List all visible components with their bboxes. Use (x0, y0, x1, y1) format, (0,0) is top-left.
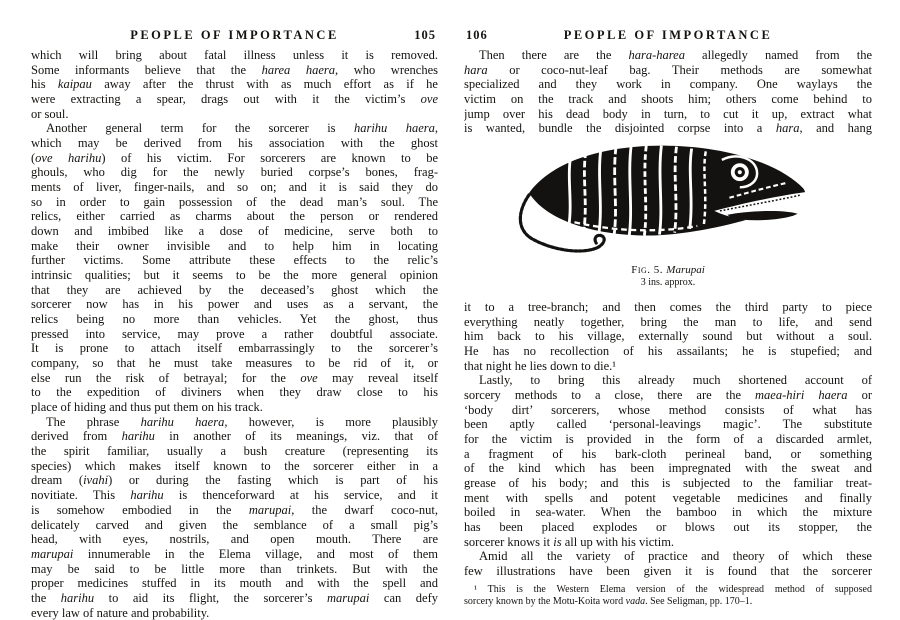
text-line: else run the risk of betrayal; for the ove may reveal itself (31, 370, 438, 385)
text-line: make their owner invisible and to help him in locating (31, 238, 438, 253)
text-line: for the victim is provided in the form of a discarded armlet, (464, 432, 872, 447)
text-line: specialized and they work in company. One waylays the (464, 77, 872, 92)
text-line: ments of liver, finger-nails, and so on; and it is said they do (31, 180, 438, 195)
text-line: relics, either carried as charms about the person or rendered (31, 209, 438, 224)
text-line: He has no recollection of his assailants; he is stupefied; and (464, 344, 872, 359)
text-line: his kaipau away after the thrust with as much effort as if he (31, 77, 438, 92)
text-line: sorcery methods to a close, there are the maea-hiri haera or (464, 388, 872, 403)
page-106-text-top (464, 48, 872, 136)
text-line: Amid all the variety of practice and theory of which these (479, 549, 872, 564)
text-line: or soul. (31, 106, 69, 121)
text-line: is somehow embodied in the marupai, the dwarf coco-nut, (31, 502, 438, 517)
figure-scale-note: 3 ins. approx. (640, 277, 696, 289)
text-line: to the expedition of diviners when they draw close to his (31, 385, 438, 400)
text-line: the spirit familiar, usually a bush creature (representing its (31, 444, 438, 459)
figure-caption-label: Fig. 5. (631, 264, 667, 277)
text-line: company, so that he must take measures to be rid of it, or (31, 356, 438, 371)
text-line: every law of nature and probability. (31, 605, 210, 620)
text-line: which may be derived from his association with the ghost (31, 136, 438, 151)
text-line: relics being no more than vehicles. Yet the ghost, thus (31, 312, 438, 327)
text-line: derived from harihu in another of its meanings, viz. that of (31, 429, 438, 444)
figure-caption (464, 263, 872, 277)
text-line: sorcery known by the Motu-Koita word vada. See Seligman, pp. 170–1. (464, 596, 753, 608)
page-106 (464, 26, 872, 609)
text-line: It is prone to attach itself embarrassingly to the sorcerer’s (31, 341, 438, 356)
text-line: has been placed explodes or blows out its stopper, the (464, 520, 872, 535)
page-106-text-bottom (464, 300, 872, 579)
page-number: 105 (414, 28, 436, 42)
text-line: The phrase harihu haera, however, is more plausibly (46, 414, 438, 429)
text-line: Some informants believe that the harea haera, who wrenches (31, 62, 438, 77)
running-title: PEOPLE OF IMPORTANCE (563, 28, 773, 42)
text-line: were extracting a spear, drags out with it the victim’s ove (31, 92, 438, 107)
figure-caption-title: Marupai (666, 264, 705, 277)
text-line: grease of his body; and this is subjected to the familiar treat- (464, 476, 872, 491)
text-line: which will bring about fatal illness unless it is removed. (31, 48, 438, 62)
text-line: pressed into service, may prove a rather doubtful associate. (31, 326, 438, 341)
text-line: intrinsic qualities; but it seems to be the more general opinion (31, 268, 438, 283)
text-line: may be said to be little more than trinkets. But with the (31, 561, 438, 576)
text-line: a fragment of his bark-cloth perineal band, or something (464, 446, 872, 461)
text-line: it to a tree-branch; and then comes the third party to piece (464, 300, 872, 315)
text-line: ghouls, who dig for the newly buried corpse’s bones, frag- (31, 165, 438, 180)
text-line: proper medicines stuffed in its mouth and with the spell and (31, 576, 438, 591)
text-line: down and imbibed like a dose of medicine, serve both to (31, 224, 438, 239)
text-line: ment with spells and potent vegetable medicines and finally (464, 490, 872, 505)
text-line: ¹ This is the Western Elema version of the widespread method of supposed (474, 583, 872, 595)
footnote (464, 584, 872, 609)
text-line: so in order to gain possession of the dead man’s soul. The (31, 194, 438, 209)
footnote-text (464, 584, 872, 609)
text-line: victim on the track and shoots him; others come behind to (464, 92, 872, 107)
page-105-text (31, 48, 438, 620)
text-line: been aptly called ‘personal-leavings magic’. The substitute (464, 417, 872, 432)
text-line: Lastly, to bring this already much shortened account of (479, 373, 872, 388)
text-line: head, with eyes, nostrils, and open mouth. There are (31, 532, 438, 547)
text-line: further victims. Some attribute these effects to the relic’s (31, 253, 438, 268)
page-number: 106 (466, 28, 488, 42)
text-line: boiled in sea-water. When the bamboo in which the mixture (464, 505, 872, 520)
text-line: him back to his village, externally sound but without a soul. (464, 329, 872, 344)
text-line: that night he lies down to die.¹ (464, 358, 616, 373)
running-title: PEOPLE OF IMPORTANCE (130, 28, 339, 42)
text-line: Another general term for the sorcerer is harihu haera, (46, 121, 438, 136)
running-head-right (464, 26, 872, 45)
text-line: hara or coco-nut-leaf bag. Their methods are somewhat (464, 62, 872, 77)
text-line: jump over his dead body in turn, to cut it up, extract what (464, 106, 872, 121)
page-105 (31, 26, 438, 620)
text-line: sorcerer knows it is all up with his victim. (464, 534, 675, 549)
text-line: the harihu to aid its flight, the sorcerer’s marupai can defy (31, 590, 438, 605)
text-line: is wanted, bundle the disjointed corpse into a hara, and hang (464, 121, 872, 136)
text-line: ‘body dirt’ sorcerers, whose method consists of what has (464, 402, 872, 417)
text-line: delicately carved and given the semblance of a small pig’s (31, 517, 438, 532)
text-line: dream (ivahi) or during the fasting which is part of his (31, 473, 438, 488)
text-line: novitiate. This harihu is thenceforward at his service, and it (31, 488, 438, 503)
text-line: of the kind which has been impregnated with the sweat and (464, 461, 872, 476)
text-line: that they are achieved by the deceased’s ghost which the (31, 282, 438, 297)
figure-5-block (464, 141, 872, 289)
text-line: marupai innumerable in the Elema village, and most of them (31, 546, 438, 561)
text-line: place of hiding and thus put them on his track. (31, 400, 263, 415)
text-line: species) which makes itself known to the sorcerer either in a (31, 458, 438, 473)
running-head-left (31, 26, 438, 45)
text-line: Then there are the hara-harea allegedly named from the (479, 48, 872, 62)
text-line: sorcerer now has in his power and uses as a servant, the (31, 297, 438, 312)
text-line: everything neatly together, bring the man to life, and send (464, 314, 872, 329)
text-line: few illustrations have been given it is found that the sorcerer (464, 564, 872, 579)
text-line: (ove harihu) of his victim. For sorcerers are known to be (31, 150, 438, 165)
marupai-figure-illustration (512, 141, 824, 261)
